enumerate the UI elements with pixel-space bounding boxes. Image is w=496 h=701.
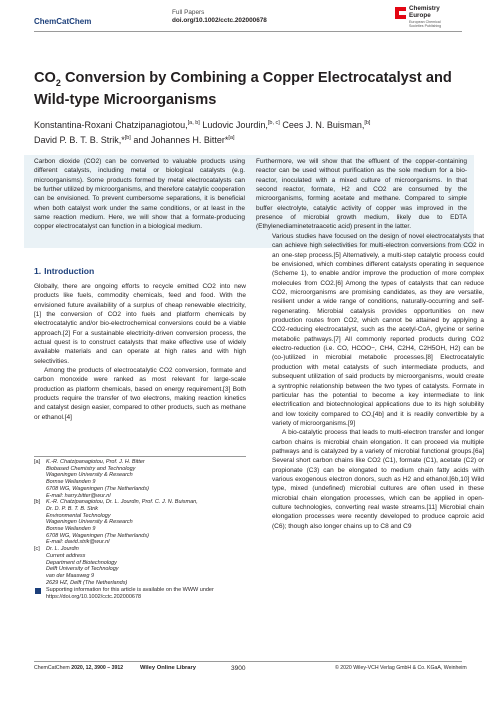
footer-publisher-site[interactable]: Wiley Online Library xyxy=(140,665,196,671)
section-heading-introduction: 1. Introduction xyxy=(34,266,95,276)
affiliations xyxy=(34,459,246,601)
page-number: 3900 xyxy=(231,665,246,672)
affiliation-b-email[interactable]: E-mail: david.strik@wur.nl xyxy=(46,539,110,546)
body-right-column xyxy=(272,232,484,531)
body-left-column xyxy=(34,282,246,422)
authors-line-2: David P. B. T. B. Strik,*[b] and Johannes H. Bitter*[a] xyxy=(34,134,235,145)
page-header xyxy=(0,0,496,32)
article-meta xyxy=(172,9,267,25)
supporting-info-icon xyxy=(35,588,41,594)
intro-paragraph-3: Various studies have focused on the design of novel electrocatalysts that can achieve high selectivities for multi-electron conversions from CO2 in an one-step process.[5] Alternatively, a multi-step catalytic process could be envisioned, which combines different catalysts operating in sequence (Scheme 1), to enable and/or improve the production of more complex molecules from CO2.[6] Among the types of catalysts that can reduce CO2, microorganisms are promising candidates, as they are versatile, resilient under a wide range of conditions, naturally-occurring and self-regenerating. Microbial catalysis provides opportunities on new production routes from CO2, which cannot be attained by applying a CO2-reducing electrocatalyst, such as the acetyl-CoA, glycine or serine metabolic pathways.[7] All commonly reported products during CO2 electro-reduction (i.e. CO, HCOO−, CH4, C2H4, C2H5OH, H2) can be (co-)utilized in microbial metabolic processes.[8] Electrocatalytic production with metal catalysts of such intermediate products, and subsequent utilization of said products by microorganisms, would create a syntrophic relationship between the two types of catalysts. Formate in particular has the potential to become a key intermediate to link electrification and biotechnological applications due to its high solubility and low toxicity compared to CO,[4b] and it is readily convertible by a variety of microorganisms.[9] xyxy=(272,233,484,427)
abstract-left-column: Carbon dioxide (CO2) can be converted to valuable products using different catalysts, including metal or biological catalysts (e.g. microorganisms). Some products formed by metal electrocatalysts can be further utilized by microorganisms, and therefore catalytic cooperation can be envisioned. To prevent cumbersome separations, it is beneficial when both catalyst work under the same conditions, or at least in the same reaction medium. Here, we will show that a formate-producing copper electrocatalyst can function in a biological medium. xyxy=(34,158,245,231)
intro-paragraph-4: A bio-catalytic process that leads to multi-electron transfer and longer carbon chains is microbial chain elongation. It can proceed via multiple pathways and is catalyzed by a variety of microbial functional groups.[6a] Several short carbon chains like CO2 (C1), formate (C1), acetate (C2) or propionate (C3) can be elongated to medium chain fatty acids with various exogenous electron donors, such as H2 and ethanol.[6b,10] Wild type, mixed (undefined) microbial cultures are often used in these microbial chain elongation processes, which can be applied in open-culture technologies, converting real waste streams.[11] Microbial chain elongation processes were recently developed to produce caproic acid (C6); though also longer chains up to C8 and C9 xyxy=(272,429,484,530)
affiliations-divider xyxy=(34,456,246,457)
logo-name: Chemistry Europe xyxy=(409,5,440,19)
footer-divider xyxy=(34,661,462,662)
affiliation-a: [a] K.-R. Chatzipanagiotou, Prof. J. H. Bitter Biobased Chemistry and Technology Wageningen University & Research Bornse Weilanden 9 6708 WG, Wageningen (The Netherlands) E-mail: harry.bitter@wur.nl xyxy=(34,459,246,499)
affiliation-b: [b] K.-R. Chatzipanagiotou, Dr. L. Jourdin, Prof. C. J. N. Buisman, Dr. D. P. B. T. B. Strik Environmental Technology Wageningen University & Research Bornse Weilanden 9 6708 WG, Wageningen (The Netherlands) E-mail: david.strik@wur.nl xyxy=(34,499,246,546)
footer-copyright: © 2020 Wiley-VCH Verlag GmbH & Co. KGaA, Weinheim xyxy=(335,665,467,671)
article-doi[interactable]: doi.org/10.1002/cctc.202000678 xyxy=(172,17,267,25)
footer-citation: ChemCatChem 2020, 12, 3900 – 3912 xyxy=(34,665,124,671)
intro-paragraph-2: Among the products of electrocatalytic CO2 conversion, formate and carbon monoxide were ranked as most relevant for large-scale production as platform chemicals, based on energy requirement.[3] Both products require the transfer of two electrons, making reaction kinetics and catalyst design easier, compared to other products, such as methane or ethanol.[4] xyxy=(34,367,246,421)
supporting-information-note[interactable]: Supporting information for this article is available on the WWW under https://doi.org/10.1002/cctc.202000678 xyxy=(34,587,246,600)
journal-name: ChemCatChem xyxy=(34,17,92,26)
chemistry-europe-logo xyxy=(395,6,465,30)
affiliation-a-email[interactable]: E-mail: harry.bitter@wur.nl xyxy=(46,492,111,499)
header-divider xyxy=(34,31,462,32)
authors-line-1: Konstantina-Roxani Chatzipanagiotou,[a, b] Ludovic Jourdin,[b, c] Cees J. N. Buisman,[b] xyxy=(34,120,371,130)
logo-tagline: European Chemical Societies Publishing xyxy=(409,20,442,29)
journal-tab-background xyxy=(0,0,110,32)
article-title: $CO_2$ Conversion by Combining a Copper Electrocatalyst and Wild-type Microorganisms xyxy=(34,70,452,109)
article-type: Full Papers xyxy=(172,9,205,16)
abstract-right-column: Furthermore, we will show that the effluent of the copper-containing reactor can be used without purification as the sole medium for a bio-reactor, inoculated with a mixed culture of microorganisms. In that second reactor, formate, H2 and CO2 are consumed by the microorganisms, forming acetate and methane. Compared to simple buffer electrolyte, catalytic activity of copper was improved in the presence of microbial growth medium, likely due to EDTA (Ethylenediaminetetraacetic acid) present in the latter. xyxy=(256,158,467,231)
author-list xyxy=(34,117,464,146)
chemistry-europe-logo-icon xyxy=(395,7,406,19)
intro-paragraph-1: Globally, there are ongoing efforts to recycle emitted CO2 into new products like fuels, commodity chemicals, feed and food. With the envisioned future availability of a surplus of cheap renewable electricity,[1] the conversion of CO2 into fuels and platform chemicals by electrocatalytic and/or bio-electrochemical conversions could be a viable approach.[2] For a sustainable electricity-driven conversion process, the actual quest is to construct catalysts that make effective use of widely available materials and can operate at high rates and with high selectivities. xyxy=(34,283,246,365)
affiliation-c: [c] Dr. L. Jourdin Current address Department of Biotechnology Delft University of Technology van der Maasweg 9 2629 HZ, Delft (The Netherlands) xyxy=(34,546,128,586)
